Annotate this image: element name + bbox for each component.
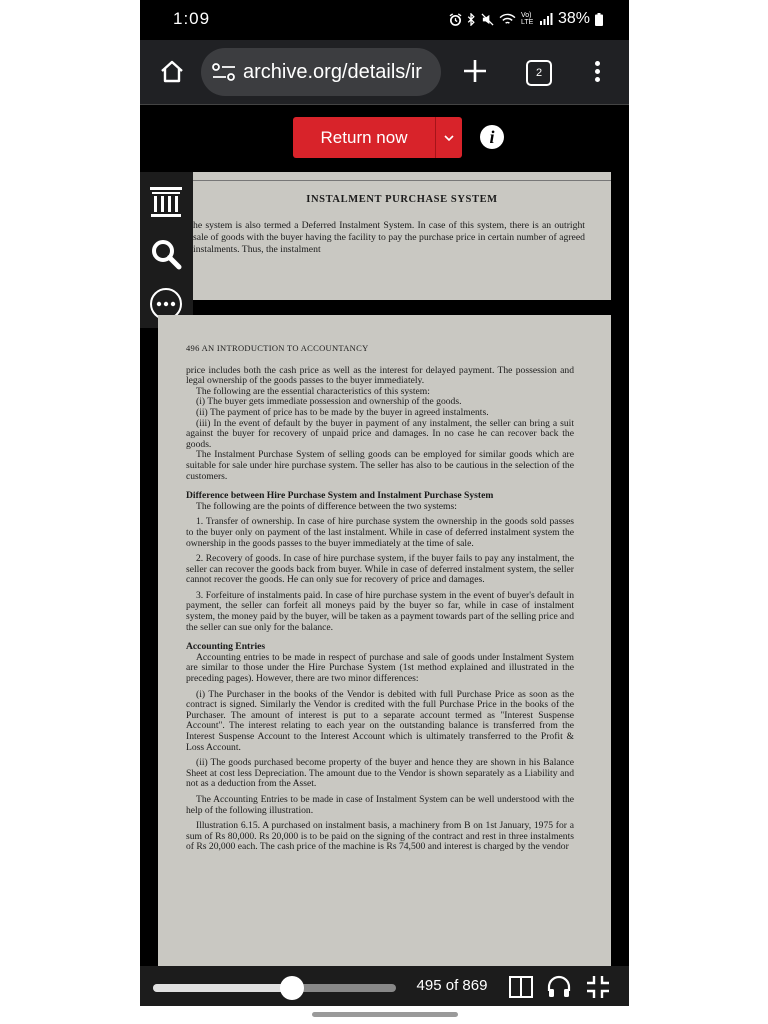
page-slider[interactable] bbox=[153, 984, 396, 992]
return-now-button[interactable]: Return now bbox=[293, 117, 435, 158]
url-text: archive.org/details/ir bbox=[243, 60, 422, 83]
paragraph: 2. Recovery of goods. In case of hire purchase system, if the buyer fails to pay any instalment, the seller can recover the goods back from buyer. While in case of deferred instalment system, the seller cannot recover the goods. He can only sue for recovery of price and damages. bbox=[186, 553, 574, 586]
paragraph: The Accounting Entries to be made in case of Instalment System can be well understood with the help of the following illustration. bbox=[186, 793, 574, 816]
address-bar[interactable] bbox=[201, 48, 441, 96]
new-tab-button[interactable] bbox=[460, 54, 490, 88]
paragraph: price includes both the cash price as well as the interest for delayed payment. The possession and legal ownership of the goods passes to the buyer immediately. bbox=[186, 364, 574, 387]
paragraph: 3. Forfeiture of instalments paid. In case of hire purchase system in the event of buyer's default in payment, the seller can forfeit all moneys paid by the buyer so far, while in case of instalment system, the money paid by the buyer, will be taken as a payment towards part of the selling price and the seller can sue only for the balance. bbox=[186, 589, 574, 633]
search-button[interactable] bbox=[148, 236, 184, 272]
book-spread-icon bbox=[508, 974, 534, 1000]
status-bar bbox=[140, 0, 629, 40]
page-content bbox=[186, 343, 574, 853]
paragraph: (i) The buyer gets immediate possession and ownership of the goods. bbox=[196, 396, 462, 408]
info-button[interactable]: i bbox=[480, 125, 504, 149]
page-count: 495 of 869 bbox=[416, 977, 488, 994]
previous-page-title: INSTALMENT PURCHASE SYSTEM bbox=[306, 194, 498, 205]
paragraph: (iii) In the event of default by the buyer in payment of any instalment, the seller can bring a suit against the buyer for recovery of unpaid price and damages. In no case he can recover back the goods. bbox=[186, 417, 574, 450]
paragraph: The Instalment Purchase System of selling goods can be employed for similar goods which are suitable for sale under hire purchase system. The seller has also to be cautious in the selection of the customers. bbox=[186, 449, 574, 482]
network-type: Vo) LTE bbox=[520, 12, 534, 26]
search-icon bbox=[148, 236, 184, 272]
mute-icon bbox=[481, 13, 494, 26]
reader-side-toolbar bbox=[140, 172, 193, 328]
page-top-rule bbox=[193, 172, 611, 181]
phone-screen bbox=[140, 0, 629, 1006]
archive-library-icon bbox=[148, 184, 184, 220]
two-page-view-button[interactable] bbox=[508, 974, 534, 1000]
read-aloud-button[interactable] bbox=[546, 974, 572, 1000]
gesture-home-indicator[interactable] bbox=[312, 1012, 458, 1017]
section-heading: Difference between Hire Purchase System and Instalment Purchase System bbox=[186, 490, 494, 502]
current-page-scan bbox=[158, 315, 611, 967]
home-button[interactable] bbox=[156, 56, 188, 88]
page-body bbox=[186, 366, 574, 853]
toolbar-divider bbox=[140, 104, 629, 105]
paragraph: Accounting entries to be made in respect of purchase and sale of goods under Instalment System are similar to those under the Hire Purchase System (1st method explained and illustrated in the preceding pages). However, there are two minor differences: bbox=[186, 651, 574, 685]
plus-icon bbox=[462, 58, 488, 84]
alarm-icon bbox=[449, 13, 462, 26]
menu-dot-icon bbox=[595, 61, 600, 66]
chevron-down-icon bbox=[444, 135, 454, 141]
archive-logo-button[interactable] bbox=[148, 184, 184, 220]
paragraph: (ii) The goods purchased become property of the buyer and hence they are shown in his Balance Sheet at cost less Depreciation. The amount due to the Vendor is shown separately as a Liability and not as a deduction from the Asset. bbox=[186, 757, 574, 790]
status-time: 1:09 bbox=[173, 9, 211, 28]
signal-icon bbox=[540, 13, 553, 25]
paragraph: (i) The Purchaser in the books of the Vendor is debited with full Purchase Price as soon as the contract is signed. Similarly the Vendor is credited with the full Purchase Price in the books of the Purchaser. The amount of interest is put to a separate account termed as "Interest Suspense Account". The interest relating to each year on the outstanding balance is transferred from the Interest Suspense Account to the Interest Account which is ultimately transferred to the Profit & Loss Account. bbox=[186, 688, 574, 753]
wifi-icon bbox=[499, 13, 516, 26]
paragraph: Illustration 6.15. A purchased on instalment basis, a machinery from B on 1st January, 1975 for a sum of Rs 80,000. Rs 20,000 is to be paid on the signing of the contract and rest in three instalments of Rs 20,000 each. The cash price of the machine is Rs 74,500 and interest is charged by the vendor bbox=[186, 820, 574, 853]
headphones-icon bbox=[546, 974, 572, 1000]
paragraph: (ii) The payment of price has to be made by the buyer in agreed instalments. bbox=[196, 406, 489, 418]
overflow-menu-button[interactable] bbox=[592, 58, 602, 88]
battery-percent: 38% bbox=[557, 10, 590, 27]
battery-icon bbox=[595, 13, 603, 26]
tab-switcher-button[interactable]: 2 bbox=[526, 60, 552, 86]
paragraph: The following are the essential characteristics of this system: bbox=[196, 385, 430, 397]
page-slider-thumb[interactable] bbox=[280, 976, 304, 1000]
browser-toolbar bbox=[140, 40, 629, 104]
home-icon bbox=[156, 56, 188, 88]
status-icons bbox=[449, 10, 603, 28]
menu-dot-icon bbox=[595, 69, 600, 74]
reader-bottom-bar bbox=[140, 966, 629, 1006]
previous-page-text: he system is also termed a Deferred Instalment System. In case of this system, there is an outright sale of goods with the buyer having the facility to pay the purchase price in certain number of agreed instalments. Thus, the instalment bbox=[193, 220, 585, 255]
section-heading: Accounting Entries bbox=[186, 641, 266, 653]
exit-fullscreen-icon bbox=[585, 974, 611, 1000]
site-settings-icon[interactable] bbox=[211, 62, 237, 82]
page-slider-fill bbox=[153, 984, 292, 992]
return-options-dropdown[interactable] bbox=[436, 117, 462, 158]
exit-fullscreen-button[interactable] bbox=[585, 974, 611, 1000]
bluetooth-icon bbox=[467, 13, 476, 26]
paragraph: The following are the points of difference between the two systems: bbox=[196, 500, 457, 512]
menu-dot-icon bbox=[595, 77, 600, 82]
previous-page-scan bbox=[193, 172, 611, 300]
page-header: 496 AN INTRODUCTION TO ACCOUNTANCY bbox=[186, 343, 369, 353]
paragraph: 1. Transfer of ownership. In case of hire purchase system the ownership in the goods sold passes to the buyer only on payment of the last instalment. While in case of deferred instalment system the ownership in the goods passes to the buyer immediately at the time of sale. bbox=[186, 516, 574, 549]
